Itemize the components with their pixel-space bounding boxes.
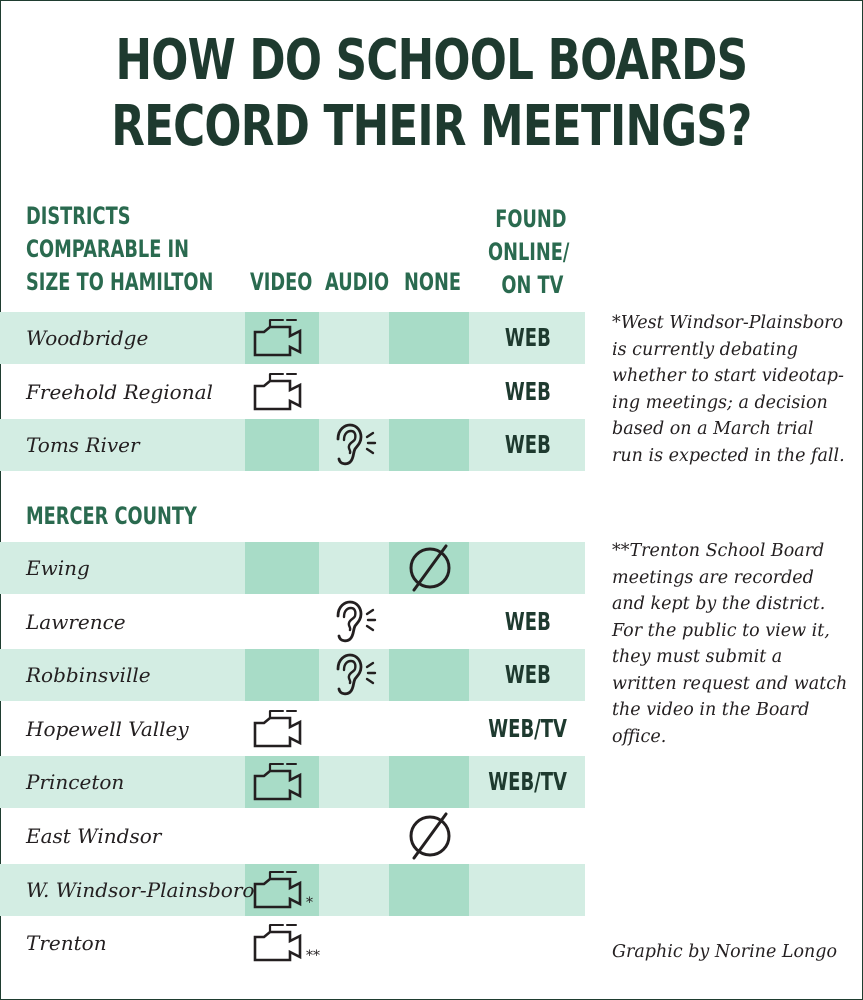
found-online-value bbox=[470, 542, 585, 594]
found-online-value: WEB bbox=[504, 323, 551, 352]
district-name: Trenton bbox=[26, 931, 107, 956]
video-camera-icon bbox=[250, 706, 308, 752]
header-districts bbox=[26, 200, 213, 299]
header-found-line-1: FOUND bbox=[495, 205, 567, 233]
found-online-value: WEB bbox=[504, 660, 551, 690]
table-row bbox=[0, 864, 585, 916]
footnote-mark: ** bbox=[306, 948, 320, 965]
note-west-windsor: *West Windsor-Plainsboro is currently debating whether to start videotap-ing meetings; a decision based on a March trial run is expected in the fall. bbox=[612, 313, 845, 466]
none-cell bbox=[389, 419, 469, 471]
video-cell bbox=[245, 542, 319, 594]
header-audio: AUDIO bbox=[325, 268, 390, 296]
district-name: Hopewell Valley bbox=[26, 716, 189, 741]
section-mercer-county: MERCER COUNTY bbox=[26, 502, 197, 530]
header-found bbox=[488, 203, 569, 302]
table-row bbox=[0, 596, 585, 648]
table-row bbox=[0, 312, 585, 364]
empty-set-icon bbox=[403, 811, 457, 861]
ear-icon bbox=[327, 652, 383, 698]
table-row bbox=[0, 649, 585, 701]
table-row bbox=[0, 756, 585, 808]
none-cell bbox=[389, 864, 469, 916]
video-camera-icon bbox=[250, 369, 308, 415]
header-none: NONE bbox=[404, 268, 461, 296]
empty-set-icon bbox=[403, 543, 457, 593]
video-cell bbox=[245, 419, 319, 471]
district-name: Ewing bbox=[26, 556, 90, 580]
ear-icon bbox=[327, 422, 383, 468]
found-online-value: WEB/TV bbox=[488, 767, 567, 797]
found-online-value: WEB/TV bbox=[488, 713, 567, 743]
table-row bbox=[0, 703, 585, 755]
video-cell bbox=[245, 649, 319, 701]
district-name: Robbinsville bbox=[26, 663, 151, 688]
district-name: East Windsor bbox=[26, 824, 162, 848]
table-row bbox=[0, 810, 585, 862]
header-districts-line-1: DISTRICTS bbox=[26, 202, 131, 230]
header-found-line-2: ONLINE/ bbox=[488, 238, 570, 266]
district-name: Toms River bbox=[26, 433, 140, 458]
district-name: Woodbridge bbox=[26, 326, 149, 350]
none-cell bbox=[389, 312, 469, 364]
note-trenton: **Trenton School Board meetings are recorded and kept by the district. For the public to view it, they must submit a written request and watch the video in the Board office. bbox=[612, 541, 848, 747]
district-name: Lawrence bbox=[26, 609, 126, 634]
none-cell bbox=[389, 756, 469, 808]
found-online-value: WEB bbox=[504, 606, 551, 636]
found-online-value bbox=[470, 864, 585, 916]
title-line-1: HOW DO SCHOOL BOARDS bbox=[115, 28, 748, 93]
found-online-value: WEB bbox=[504, 430, 551, 460]
table-row bbox=[0, 419, 585, 471]
table-row bbox=[0, 366, 585, 418]
footnote-mark: * bbox=[306, 894, 313, 911]
header-districts-line-3: SIZE TO HAMILTON bbox=[26, 268, 214, 296]
header-districts-line-2: COMPARABLE IN bbox=[26, 235, 189, 263]
video-camera-icon bbox=[250, 867, 308, 913]
found-online-value bbox=[470, 810, 585, 862]
video-camera-icon bbox=[250, 759, 308, 805]
graphic-credit: Graphic by Norine Longo bbox=[612, 942, 838, 962]
ear-icon bbox=[327, 599, 383, 645]
found-online-value: WEB bbox=[504, 376, 551, 406]
chart-title bbox=[95, 28, 768, 160]
title-line-2: RECORD THEIR MEETINGS? bbox=[111, 94, 752, 159]
found-online-value bbox=[470, 917, 585, 969]
district-name: Freehold Regional bbox=[26, 379, 213, 404]
table-row bbox=[0, 917, 585, 969]
none-cell bbox=[389, 649, 469, 701]
table-row bbox=[0, 542, 585, 594]
video-camera-icon bbox=[250, 920, 308, 966]
district-name: Princeton bbox=[26, 770, 125, 795]
header-found-line-3: ON TV bbox=[501, 271, 564, 299]
video-camera-icon bbox=[250, 315, 308, 361]
district-name: W. Windsor-Plainsboro bbox=[26, 877, 255, 902]
header-video: VIDEO bbox=[250, 268, 313, 296]
